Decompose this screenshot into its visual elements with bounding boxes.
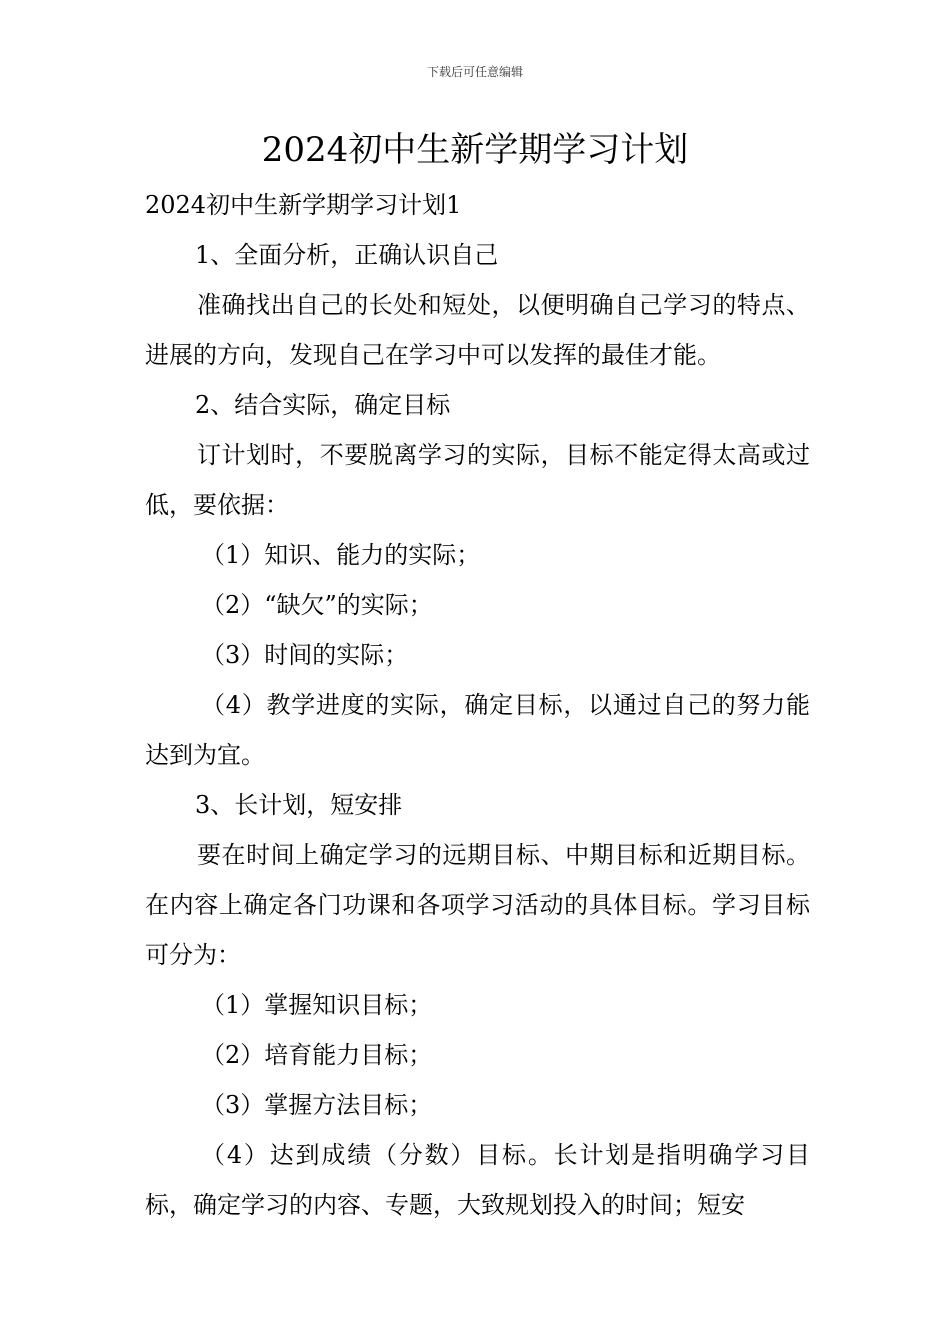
list-item: （3）时间的实际；: [201, 641, 409, 669]
paragraph: 准确找出自己的长处和短处，以便明确自己学习的特点、进展的方向，发现自己在学习中可以发挥的最佳才能。: [145, 291, 810, 369]
list-item: （4）教学进度的实际，确定目标，以通过自己的努力能达到为宜。: [145, 691, 810, 769]
section-heading-1: 1、全面分析，正确认识自己: [195, 241, 499, 269]
list-item: （2）培育能力目标；: [201, 1041, 433, 1069]
paragraph: 订计划时，不要脱离学习的实际，目标不能定得太高或过低，要依据：: [145, 441, 810, 519]
document-body: [145, 180, 810, 1230]
section-heading-3: 3、长计划，短安排: [195, 791, 403, 819]
document-subtitle: 2024初中生新学期学习计划1: [145, 191, 462, 219]
list-item: （4）达到成绩（分数）目标。长计划是指明确学习目标，确定学习的内容、专题，大致规划投入的时间；短安: [145, 1141, 810, 1219]
list-item: （3）掌握方法目标；: [201, 1091, 433, 1119]
document-title: 2024初中生新学期学习计划: [261, 130, 689, 170]
paragraph: 要在时间上确定学习的远期目标、中期目标和近期目标。在内容上确定各门功课和各项学习活动的具体目标。学习目标可分为：: [145, 841, 810, 969]
section-heading-2: 2、结合实际，确定目标: [195, 391, 451, 419]
list-item: （1）知识、能力的实际；: [201, 541, 481, 569]
list-item: （1）掌握知识目标；: [201, 991, 433, 1019]
list-item: （2）“缺欠”的实际；: [201, 591, 433, 619]
header-note: 下载后可任意编辑: [426, 65, 523, 79]
